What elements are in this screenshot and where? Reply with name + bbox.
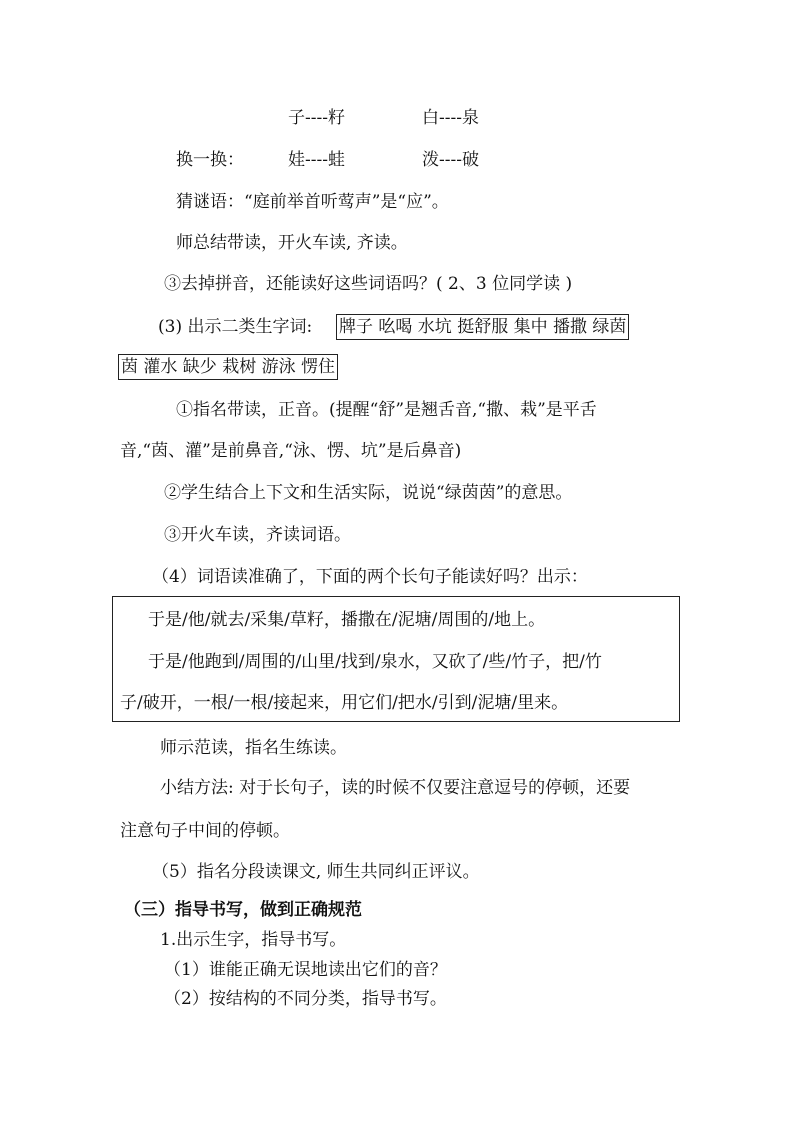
text-line: （2）按结构的不同分类，指导书写。: [164, 989, 447, 1009]
text-line: 师示范读，指名生练读。: [160, 738, 347, 758]
text-line: （4）词语读准确了，下面的两个长句子能读好吗？出示：: [152, 567, 588, 587]
text-line: 1.出示生字，指导书写。: [160, 930, 347, 950]
word-pair: 子----籽: [288, 108, 345, 128]
words-label: (3) 出示二类生字词:: [158, 317, 313, 337]
text-line: ①指名带读，正音。(提醒“舒”是翘舌音,“撒、栽”是平舌: [176, 400, 597, 420]
word-pair: 白----泉: [422, 108, 479, 128]
sentence-line: 子/破开，一根/一根/接起来，用它们/把水/引到/泥塘/里来。: [120, 693, 569, 713]
word-pair: 泼----破: [422, 150, 479, 170]
text-line: ②学生结合上下文和生活实际，说说“绿茵茵”的意思。: [164, 483, 573, 503]
vocab-box: 牌子 吆喝 水坑 挺舒服 集中 播撒 绿茵: [336, 314, 629, 340]
text-line: 注意句子中间的停顿。: [120, 821, 290, 841]
text-line: ③去掉拼音，还能读好这些词语吗？( 2、3 位同学读 ): [164, 274, 573, 294]
text-line: 师总结带读，开火车读, 齐读。: [176, 233, 408, 253]
riddle-line: 猜谜语：“庭前举首听莺声”是“应”。: [176, 192, 449, 212]
text-line: ③开火车读，齐读词语。: [164, 525, 351, 545]
text-line: （1）谁能正确无误地读出它们的音？: [164, 960, 447, 980]
word-pair: 娃----蛙: [288, 150, 345, 170]
text-line: 小结方法: 对于长句子，读的时候不仅要注意逗号的停顿，还要: [160, 778, 631, 798]
text-line: 音,“茵、灌”是前鼻音,“泳、愣、坑”是后鼻音): [120, 441, 462, 461]
swap-label: 换一换：: [176, 150, 244, 170]
text-line: （5）指名分段读课文, 师生共同纠正评议。: [152, 862, 480, 882]
sentence-line: 于是/他/就去/采集/草籽，播撒在/泥塘/周围的/地上。: [148, 610, 546, 630]
vocab-box: 茵 灌水 缺少 栽树 游泳 愣住: [118, 354, 338, 380]
sentence-line: 于是/他跑到/周围的/山里/找到/泉水，又砍了/些/竹子，把/竹: [148, 652, 602, 672]
section-heading: （三）指导书写，做到正确规范: [124, 900, 362, 920]
